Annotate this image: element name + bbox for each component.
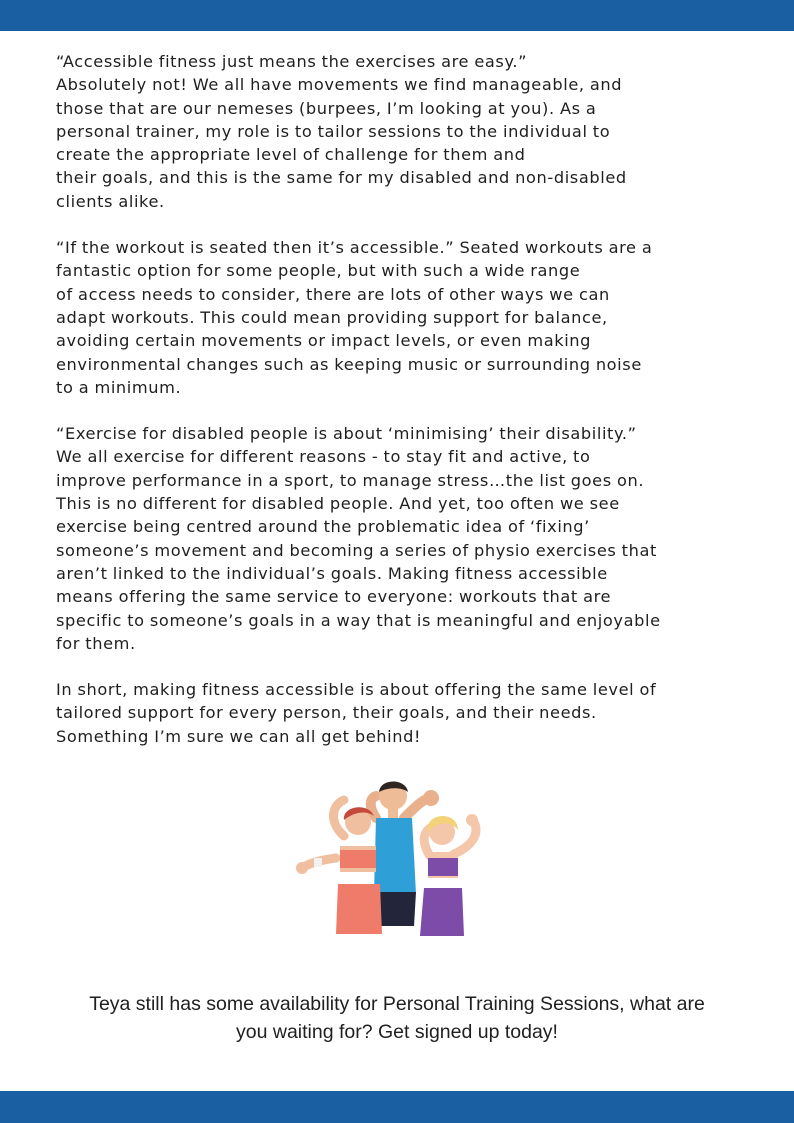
article-body xyxy=(56,50,746,771)
flexing-people-illustration xyxy=(296,776,496,948)
header-band xyxy=(0,0,794,31)
paragraph-summary: In short, making fitness accessible is about offering the same level of tailored support for every person, their goals, and their needs. Something I’m sure we can all get behind! xyxy=(56,680,657,746)
left-woman-figure xyxy=(296,800,382,934)
footer-band xyxy=(0,1091,794,1123)
right-woman-figure xyxy=(420,814,478,936)
paragraph-minimising-disability: “Exercise for disabled people is about ‘minimising’ their disability.” We all exercise for different reasons - to stay fit and active, to improve performance in a sport, to manage stress…the list goes on. This is no different for disabled people. And yet, too often we see exercise being centred around the problematic idea of ‘fixing’ someone’s movement and becoming a series of physio exercises that aren’t linked to the individual’s goals. Making fitness accessible means offering the same service to everyone: workouts that are specific to someone’s goals in a way that is meaningful and enjoyable for them. xyxy=(56,424,661,653)
paragraph-seated-workouts: “If the workout is seated then it’s accessible.” Seated workouts are a fantastic option for some people, but with such a wide range of access needs to consider, there are lots of other ways we can adapt workouts. This could mean providing support for balance, avoiding certain movements or impact levels, or even making environmental changes such as keeping music or surrounding noise to a minimum. xyxy=(56,238,653,397)
call-to-action: Teya still has some availability for Personal Training Sessions, what are you waiting for? Get signed up today! xyxy=(89,993,705,1043)
paragraph-easy-exercises: “Accessible fitness just means the exercises are easy.” Absolutely not! We all have movements we find manageable, and those that are our nemeses (burpees, I’m looking at you). As a personal trainer, my role is to tailor sessions to the individual to create the appropriate level of challenge for them and their goals, and this is the same for my disabled and non-disabled clients alike. xyxy=(56,52,627,211)
